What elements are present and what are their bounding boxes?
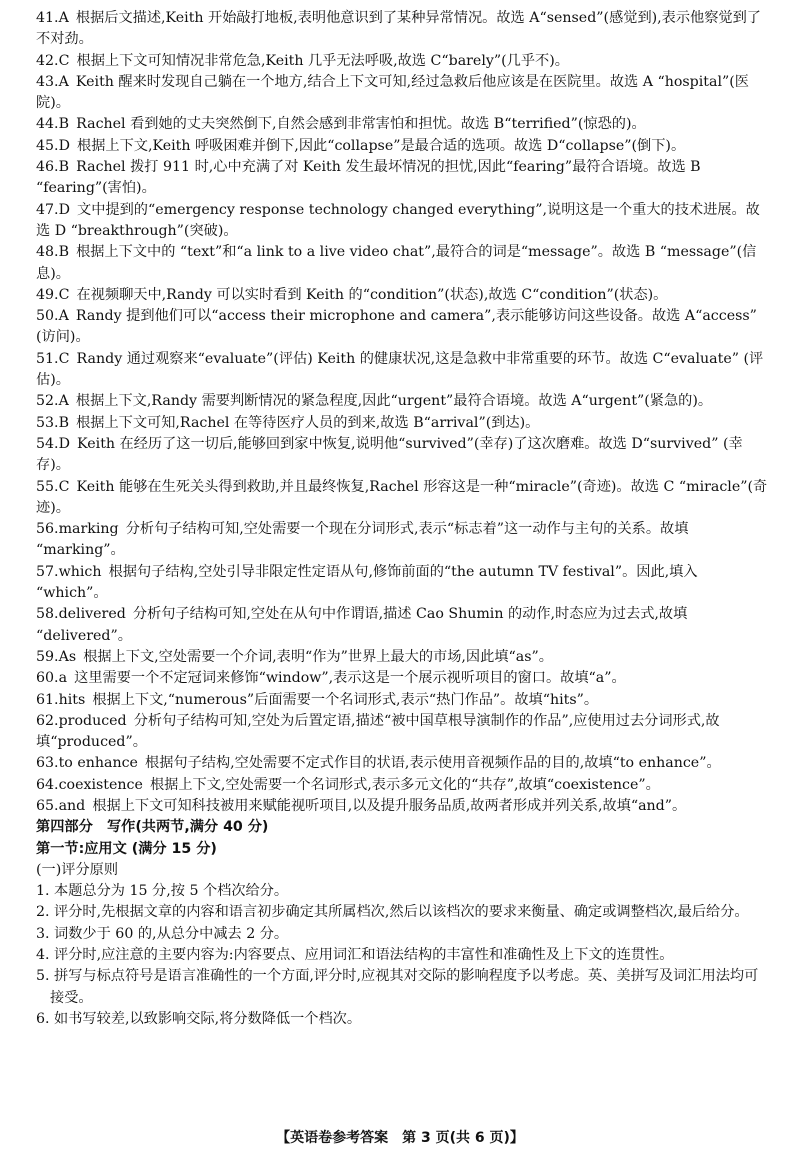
answer-item bbox=[36, 434, 768, 477]
explanation-text: 这里需要一个不定冠词来修饰“window”,表示这是一个展示视听项目的窗口。故填“a”。 bbox=[74, 670, 626, 687]
answer-key: As bbox=[58, 648, 77, 665]
explanation-text: 根据上下文,空处需要一个名词形式,表示多元文化的“共存”,故填“coexistence”。 bbox=[149, 776, 660, 793]
rule-item: 2. 评分时,先根据文章的内容和语言初步确定其所属档次,然后以该档次的要求来衡量、确定或调整档次,最后给分。 bbox=[36, 904, 749, 921]
rule-item: 1. 本题总分为 15 分,按 5 个档次给分。 bbox=[36, 883, 289, 900]
answer-key: delivered bbox=[58, 606, 126, 623]
answer-key: C bbox=[58, 52, 70, 69]
question-number: 59. bbox=[36, 648, 59, 665]
question-number: 43. bbox=[36, 73, 59, 90]
answer-key: D bbox=[58, 435, 70, 452]
question-number: 44. bbox=[36, 116, 59, 133]
explanation-text: 根据上下文中的 “text”和“a link to a live video chat”,最符合的词是“message”。故选 B “message”(信息)。 bbox=[36, 244, 757, 282]
question-number: 50. bbox=[36, 308, 59, 325]
answer-item bbox=[36, 647, 768, 668]
question-number: 58. bbox=[36, 606, 59, 623]
question-number: 56. bbox=[36, 521, 59, 538]
answer-item bbox=[36, 136, 768, 157]
answer-key: B bbox=[58, 414, 70, 431]
question-number: 49. bbox=[36, 286, 59, 303]
rules-list bbox=[36, 881, 768, 1030]
explanation-text: 在视频聊天中,Randy 可以实时看到 Keith 的“condition”(状态),故选 C“condition”(状态)。 bbox=[76, 286, 668, 303]
answer-key: A bbox=[58, 393, 69, 410]
answer-key: D bbox=[58, 201, 70, 218]
criteria-heading: (一)评分原则 bbox=[36, 861, 119, 878]
answer-item bbox=[36, 391, 768, 412]
answer-key: B bbox=[58, 159, 70, 176]
answer-item bbox=[36, 157, 768, 200]
answer-key: which bbox=[58, 563, 102, 580]
answer-key: A bbox=[58, 10, 69, 26]
answer-item bbox=[36, 519, 768, 562]
question-number: 61. bbox=[36, 691, 59, 708]
question-number: 51. bbox=[36, 350, 59, 367]
answer-key: A bbox=[58, 73, 69, 90]
rule-item: 5. 拼写与标点符号是语言准确性的一个方面,评分时,应视其对交际的影响程度予以考虑。英、美拼写及词汇用法均可接受。 bbox=[36, 968, 759, 1006]
section1-title: 第一节:应用文 (满分 15 分) bbox=[36, 840, 217, 857]
question-number: 45. bbox=[36, 137, 59, 154]
question-number: 62. bbox=[36, 712, 59, 729]
rule-item: 4. 评分时,应注意的主要内容为:内容要点、应用词汇和语法结构的丰富性和准确性及上下文的连贯性。 bbox=[36, 947, 674, 964]
answer-key: produced bbox=[58, 712, 127, 729]
answer-key: hits bbox=[58, 691, 86, 708]
answer-item bbox=[36, 306, 768, 349]
answer-item bbox=[36, 668, 768, 689]
answer-key: C bbox=[58, 286, 70, 303]
question-number: 42. bbox=[36, 52, 59, 69]
page-footer: 【英语卷参考答案 第 3 页(共 6 页)】 bbox=[276, 1130, 524, 1146]
answer-key: D bbox=[58, 137, 70, 154]
answer-item bbox=[36, 690, 768, 711]
explanation-text: Randy 提到他们可以“access their microphone and camera”,表示能够访问这些设备。故选 A“access” (访问)。 bbox=[36, 308, 757, 346]
explanation-text: 分析句子结构可知,空处为后置定语,描述“被中国草根导演制作的作品”,应使用过去分词形式,故填“produced”。 bbox=[36, 712, 720, 751]
answer-key: and bbox=[58, 797, 86, 814]
question-number: 65. bbox=[36, 797, 59, 814]
explanation-text: Keith 在经历了这一切后,能够回到家中恢复,说明他“survived”(幸存)了这次磨难。故选 D“survived” (幸存)。 bbox=[36, 435, 743, 474]
question-number: 48. bbox=[36, 244, 59, 261]
question-number: 64. bbox=[36, 776, 59, 793]
explanation-text: Keith 醒来时发现自己躺在一个地方,结合上下文可知,经过急救后他应该是在医院里。故选 A “hospital”(医院)。 bbox=[36, 73, 749, 112]
explanation-text: 根据上下文可知,Rachel 在等待医疗人员的到来,故选 B“arrival”(到达)。 bbox=[76, 414, 540, 431]
explanation-text: Randy 通过观察来“evaluate”(评估) Keith 的健康状况,这是急救中非常重要的环节。故选 C“evaluate” (评估)。 bbox=[36, 350, 764, 389]
answer-item bbox=[36, 242, 768, 285]
answer-item bbox=[36, 72, 768, 115]
explanation-text: 根据上下文可知情况非常危急,Keith 几乎无法呼吸,故选 C“barely”(几乎不)。 bbox=[76, 52, 569, 69]
question-number: 41. bbox=[36, 10, 59, 26]
answer-item bbox=[36, 413, 768, 434]
explanation-text: Rachel 拨打 911 时,心中充满了对 Keith 发生最坏情况的担忧,因此“fearing”最符合语境。故选 B “fearing”(害怕)。 bbox=[36, 159, 701, 197]
answer-item bbox=[36, 8, 768, 51]
explanation-text: 根据后文描述,Keith 开始敲打地板,表明他意识到了某种异常情况。故选 A“sensed”(感觉到),表示他察觉到了不对劲。 bbox=[36, 10, 761, 48]
answer-item bbox=[36, 753, 768, 774]
question-number: 55. bbox=[36, 478, 59, 495]
rule-item: 6. 如书写较差,以致影响交际,将分数降低一个档次。 bbox=[36, 1010, 362, 1027]
answer-key: B bbox=[58, 116, 70, 133]
answer-item bbox=[36, 562, 768, 605]
answer-list bbox=[36, 8, 768, 817]
answer-key: to enhance bbox=[58, 755, 138, 772]
question-number: 53. bbox=[36, 414, 59, 431]
answer-item bbox=[36, 200, 768, 243]
explanation-text: Rachel 看到她的丈夫突然倒下,自然会感到非常害怕和担忧。故选 B“terrified”(惊恐的)。 bbox=[76, 116, 646, 133]
question-number: 57. bbox=[36, 563, 59, 580]
explanation-text: 根据上下文,Keith 呼吸困难并倒下,因此“collapse”是最合适的选项。故选 D“collapse”(倒下)。 bbox=[77, 137, 686, 154]
question-number: 47. bbox=[36, 201, 59, 218]
rule-item: 3. 词数少于 60 的,从总分中减去 2 分。 bbox=[36, 925, 289, 942]
explanation-text: Keith 能够在生死关头得到救助,并且最终恢复,Rachel 形容这是一种“miracle”(奇迹)。故选 C “miracle”(奇迹)。 bbox=[36, 478, 768, 516]
answer-key: marking bbox=[58, 521, 119, 538]
answer-item bbox=[36, 604, 768, 647]
answer-key: A bbox=[58, 308, 69, 325]
question-number: 60. bbox=[36, 670, 59, 687]
answer-key: C bbox=[58, 478, 70, 495]
answer-item bbox=[36, 349, 768, 392]
explanation-text: 根据句子结构,空处需要不定式作目的状语,表示使用音视频作品的目的,故填“to enhance”。 bbox=[145, 755, 721, 772]
explanation-text: 分析句子结构可知,空处需要一个现在分词形式,表示“标志着”这一动作与主句的关系。故填 “marking”。 bbox=[36, 521, 689, 559]
explanation-text: 根据上下文,“numerous”后面需要一个名词形式,表示“热门作品”。故填“hits”。 bbox=[92, 691, 599, 708]
answer-item bbox=[36, 775, 768, 796]
explanation-text: 根据上下文,Randy 需要判断情况的紧急程度,因此“urgent”最符合语境。故选 A“urgent”(紧急的)。 bbox=[75, 393, 713, 410]
answer-key: B bbox=[58, 244, 70, 261]
explanation-text: 根据句子结构,空处引导非限定性定语从句,修饰前面的“the autumn TV festival”。因此,填入 “which”。 bbox=[36, 563, 698, 602]
explanation-text: 根据上下文,空处需要一个介词,表明“作为”世界上最大的市场,因此填“as”。 bbox=[83, 648, 553, 665]
question-number: 63. bbox=[36, 755, 59, 772]
question-number: 54. bbox=[36, 435, 59, 452]
answer-item bbox=[36, 796, 768, 817]
explanation-text: 文中提到的“emergency response technology changed everything”,说明这是一个重大的技术进展。故选 D “breakthrough”(突破)。 bbox=[36, 201, 760, 239]
answer-key: a bbox=[58, 670, 68, 687]
answer-key: coexistence bbox=[58, 776, 143, 793]
explanation-text: 根据上下文可知科技被用来赋能视听项目,以及提升服务品质,故两者形成并列关系,故填“and”。 bbox=[92, 797, 687, 814]
question-number: 52. bbox=[36, 393, 59, 410]
answer-item bbox=[36, 285, 768, 306]
answer-item bbox=[36, 114, 768, 135]
question-number: 46. bbox=[36, 159, 59, 176]
answer-key: C bbox=[58, 350, 70, 367]
part4-title: 第四部分 写作(共两节,满分 40 分) bbox=[36, 819, 269, 836]
answer-item bbox=[36, 51, 768, 72]
explanation-text: 分析句子结构可知,空处在从句中作谓语,描述 Cao Shumin 的动作,时态应为过去式,故填 “delivered”。 bbox=[36, 606, 688, 644]
answer-item bbox=[36, 477, 768, 520]
answer-item bbox=[36, 711, 768, 754]
